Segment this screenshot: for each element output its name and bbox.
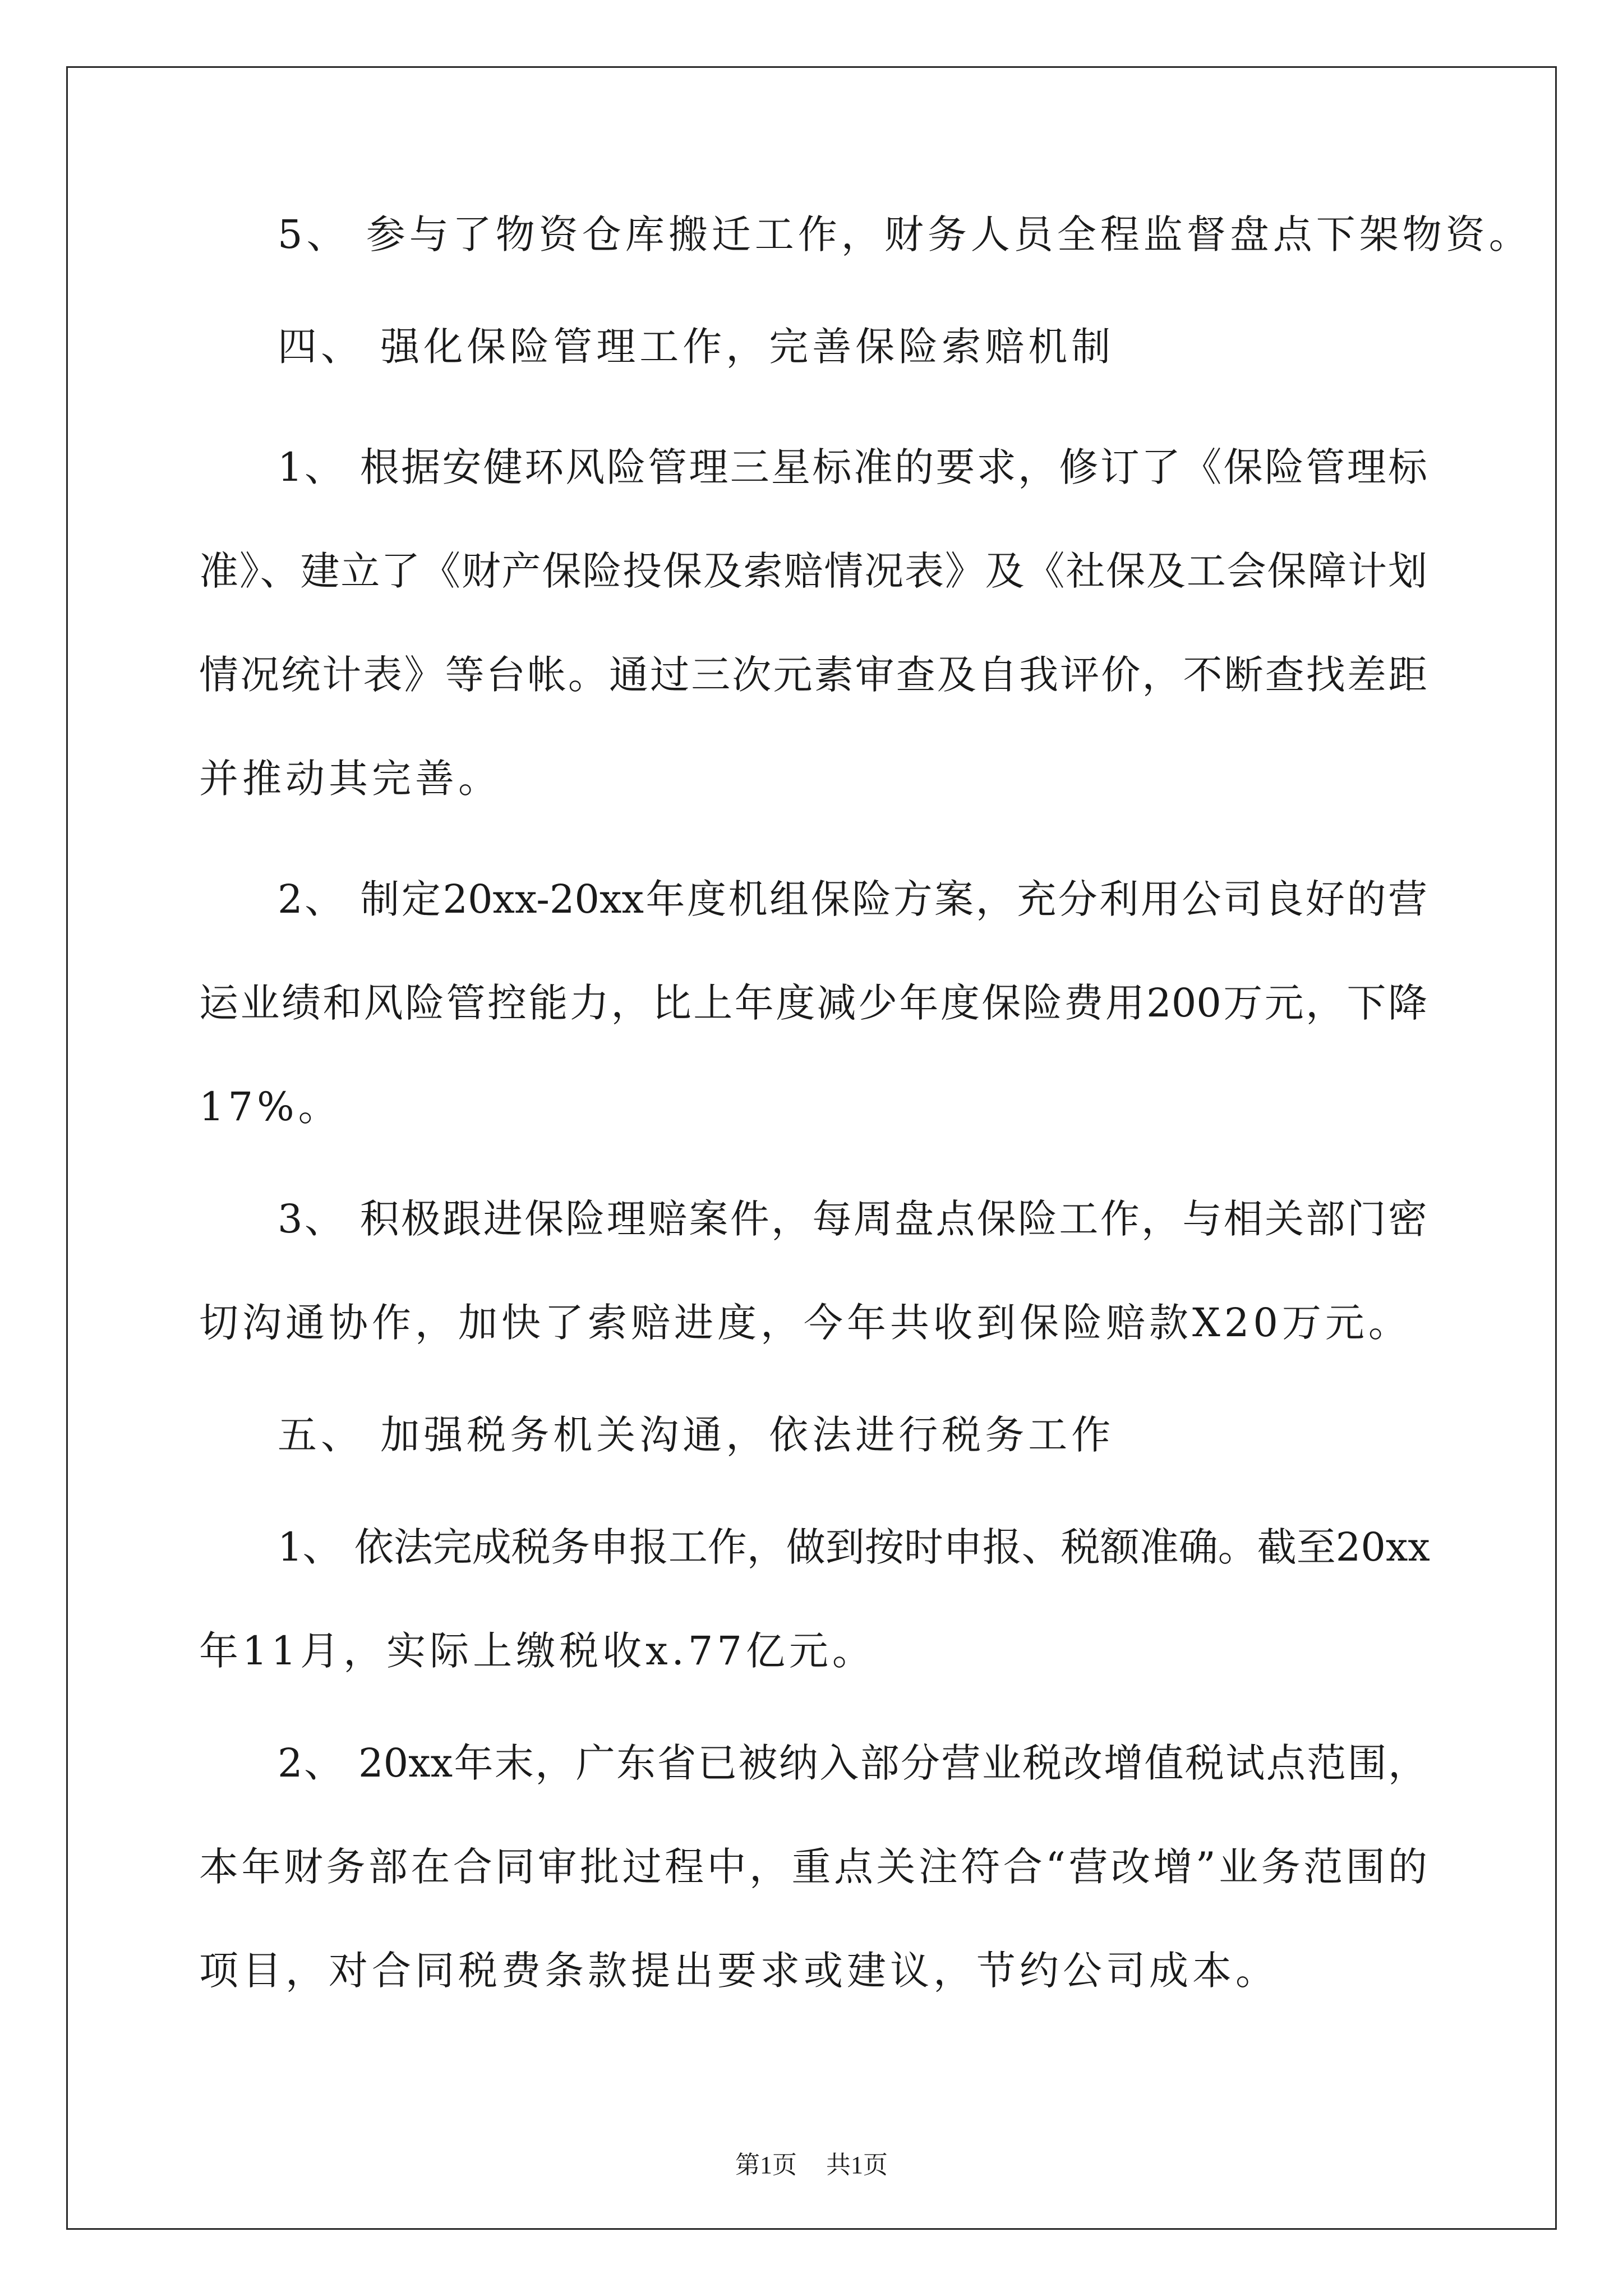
paragraph-line: 17%。	[199, 1084, 342, 1130]
paragraph-line: 切沟通协作，加快了索赔进度，今年共收到保险赔款X20万元。	[199, 1300, 1412, 1346]
paragraph-line: 1、 依法完成税务申报工作，做到按时申报、税额准确。截至20xx	[278, 1524, 1430, 1570]
page-number: 第1页	[735, 2151, 797, 2179]
paragraph-line: 2、 20xx年末，广东省已被纳入部分营业税改增值税试点范围，	[278, 1740, 1427, 1786]
paragraph-line: 年11月，实际上缴税收x.77亿元。	[199, 1628, 875, 1674]
paragraph-line: 本年财务部在合同审批过程中，重点关注符合“营改增”业务范围的	[199, 1844, 1427, 1890]
paragraph-line: 项目，对合同税费条款提出要求或建议，节约公司成本。	[199, 1948, 1279, 1994]
paragraph-line: 1、 根据安健环风险管理三星标准的要求，修订了《保险管理标	[278, 444, 1427, 490]
page-footer	[0, 2148, 1623, 2182]
paragraph-line: 准》、建立了《财产保险投保及索赔情况表》及《社保及工会保障计划	[199, 548, 1427, 594]
section-heading: 四、 强化保险管理工作，完善保险索赔机制	[278, 324, 1115, 370]
page-border	[66, 66, 1557, 2230]
paragraph-line: 3、 积极跟进保险理赔案件，每周盘点保险工作，与相关部门密	[278, 1196, 1427, 1242]
paragraph-line: 2、 制定20xx-20xx年度机组保险方案，充分利用公司良好的营	[278, 876, 1427, 922]
paragraph-line: 运业绩和风险管控能力，比上年度减少年度保险费用200万元，下降	[199, 980, 1427, 1026]
paragraph-line: 并推动其完善。	[199, 756, 501, 802]
page-total: 共1页	[826, 2151, 888, 2179]
paragraph-line: 情况统计表》等台帐。通过三次元素审查及自我评价，不断查找差距	[199, 652, 1427, 698]
paragraph-line: 5、 参与了物资仓库搬迁工作，财务人员全程监督盘点下架物资。	[278, 211, 1532, 257]
section-heading: 五、 加强税务机关沟通，依法进行税务工作	[278, 1412, 1115, 1458]
